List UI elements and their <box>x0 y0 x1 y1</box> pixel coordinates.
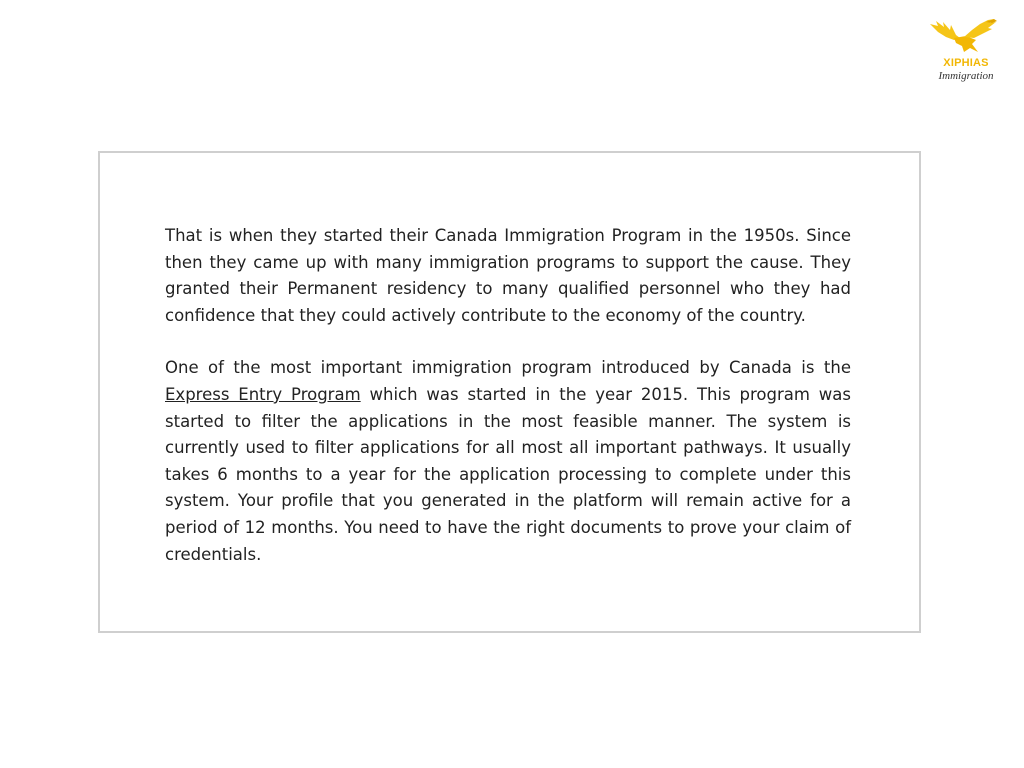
express-entry-link[interactable]: Express Entry Program <box>165 384 361 404</box>
article-body <box>165 223 851 568</box>
paragraph-express-entry <box>165 355 851 568</box>
paragraph-text-intro: One of the most important immigration program introduced by Canada is the <box>165 358 851 378</box>
logo-subtitle: Immigration <box>938 70 994 82</box>
paragraph-history: That is when they started their Canada Immigration Program in the 1950s. Since then they came up with many immigration programs to support the cause. They granted their Permanent residency to many qualified personnel who they had confidence that they could actively contribute to the economy of the country. <box>165 226 851 325</box>
logo-brand-text: XIPHIAS <box>943 57 989 69</box>
paragraph-text-details: which was started in the year 2015. This program was started to filter the applications in the most feasible manner. The system is currently used to filter applications for all most all important pathways. It usually takes 6 months to a year for the application processing to complete under this system. Your profile that you generated in the platform will remain active for a period of 12 months. You need to have the right documents to prove your claim of credentials. <box>165 384 852 564</box>
eagle-icon <box>928 18 998 58</box>
company-logo <box>926 18 1006 84</box>
